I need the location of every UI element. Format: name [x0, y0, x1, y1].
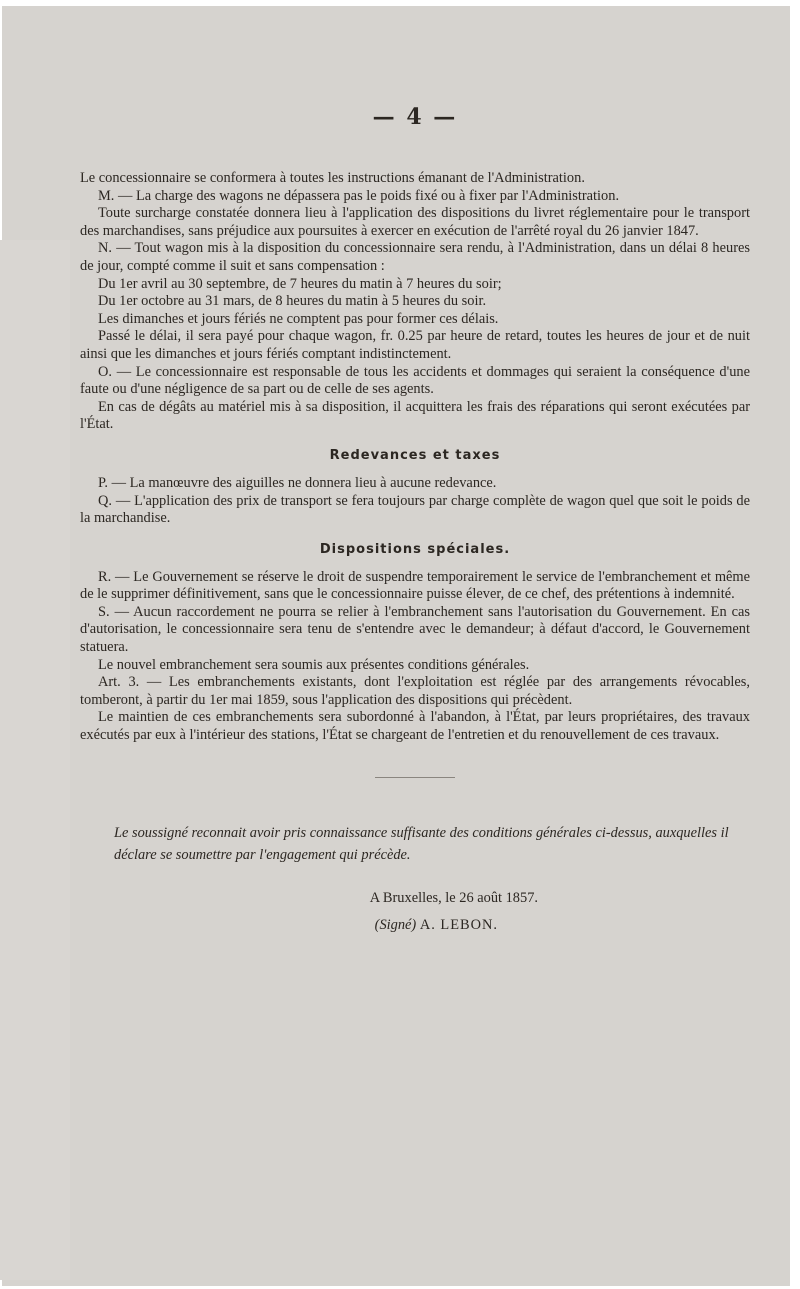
signatory-name: A. LEBON. [419, 916, 498, 933]
paragraph-art-3: Art. 3. — Les embranchements existants, dont l'exploitation est réglée par des arrangements révocables, tomberont, à partir du 1er mai 1859, sous l'application des dispositions qui précèdent. [80, 674, 750, 708]
paragraph: Le nouvel embranchement sera soumis aux présentes conditions générales. [98, 656, 530, 673]
divider-rule [375, 777, 455, 778]
heading-redevances: Redevances et taxes [329, 447, 501, 463]
section-redevances [80, 475, 750, 528]
heading-dispositions: Dispositions spéciales. [319, 541, 511, 557]
signature [80, 917, 750, 934]
paragraph: Les dimanches et jours fériés ne comptent pas pour former ces délais. [98, 310, 499, 327]
paragraph-r: R. — Le Gouvernement se réserve le droit de suspendre temporairement le service de l'embranchement et même de le supprimer définitivement, sans que le concessionnaire puisse élever, de ce chef, des prétentions à indemnité. [80, 568, 750, 603]
paragraph: Du 1er octobre au 31 mars, de 8 heures du matin à 5 heures du soir. [98, 293, 487, 310]
paragraph: Toute surcharge constatée donnera lieu à l'application des dispositions du livret réglementaire pour le transport des marchandises, sans préjudice aux poursuites à exercer en exécution de l'arrêté royal du 26 janvier 1847. [80, 205, 750, 239]
paragraph: Du 1er avril au 30 septembre, de 7 heures du matin à 7 heures du soir; [98, 275, 502, 292]
section-general-conditions [80, 170, 750, 434]
page-edge-shadow [0, 240, 70, 1280]
page-number: — 4 — [372, 104, 458, 130]
paragraph: Le concessionnaire se conformera à toutes les instructions émanant de l'Administration. [80, 170, 585, 186]
place-date: A Bruxelles, le 26 août 1857. [369, 889, 538, 906]
paragraph-q: Q. — L'application des prix de transport se fera toujours par charge complète de wagon quel que soit le poids de la marchandise. [80, 492, 750, 527]
paragraph-s: S. — Aucun raccordement ne pourra se relier à l'embranchement sans l'autorisation du Gouvernement. En cas d'autorisation, le concessionnaire sera tenu de s'entendre avec le demandeur; à défaut d'accord, le Gouvernement statuera. [80, 603, 750, 656]
page-content [80, 104, 750, 934]
paragraph: En cas de dégâts au matériel mis à sa disposition, il acquittera les frais des réparations qui seront exécutées par l'État. [80, 398, 750, 433]
paragraph-m: M. — La charge des wagons ne dépassera pas le poids fixé ou à fixer par l'Administration. [98, 187, 620, 204]
signed-label: (Signé) [374, 916, 417, 933]
paragraph-o: O. — Le concessionnaire est responsable de tous les accidents et dommages qui seraient la conséquence d'une faute ou d'une négligence de sa part ou de celle de ses agents. [80, 363, 750, 398]
acknowledgement-text: Le soussigné reconnait avoir pris connaissance suffisante des conditions générales ci-dessus, auxquelles il déclare se soumettre par l'engagement qui précède. [114, 824, 729, 863]
paragraph-p: P. — La manœuvre des aiguilles ne donnera lieu à aucune redevance. [98, 474, 497, 491]
paragraph: Passé le délai, il sera payé pour chaque wagon, fr. 0.25 par heure de retard, toutes les heures de jour et de nuit ainsi que les dimanches et jours fériés comptant indistinctement. [80, 328, 750, 362]
section-dispositions [80, 569, 750, 745]
paragraph: Le maintien de ces embranchements sera subordonné à l'abandon, à l'État, par leurs propriétaires, des travaux exécutés par eux à l'intérieur des stations, l'État se chargeant de l'entretien et du renouvellement de ces travaux. [80, 709, 750, 744]
paragraph-n: N. — Tout wagon mis à la disposition du concessionnaire sera rendu, à l'Administration, dans un délai 8 heures de jour, compté comme il suit et sans compensation : [80, 240, 750, 274]
